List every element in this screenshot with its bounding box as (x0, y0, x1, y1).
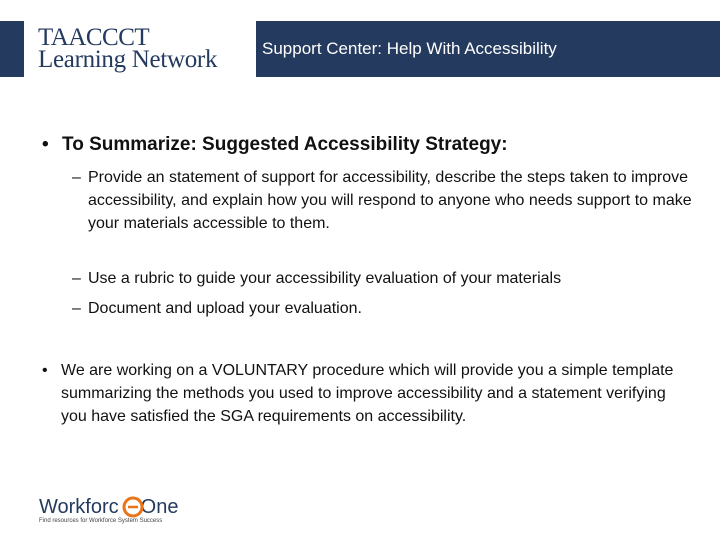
footer-brand-part1: Workforc (39, 496, 119, 518)
dash-icon: – (72, 270, 81, 287)
footer-tagline: Find resources for Workforce System Success (39, 518, 163, 524)
footer-brand-part2: One (140, 496, 179, 518)
page-title: Support Center: Help With Accessibility (262, 39, 557, 58)
footer-brand (39, 496, 178, 518)
workforce-e-icon (122, 496, 144, 518)
dash-icon: – (72, 169, 81, 186)
dash-icon: – (72, 300, 81, 317)
logo-line-2: Learning Network (38, 46, 218, 73)
sub-item-text: Provide an statement of support for accessibility, describe the steps taken to improve accessibility, and explain how you will respond to anyone who needs support to make your materials accessible to them. (88, 169, 692, 232)
bullet-dot-icon: • (42, 362, 48, 379)
bullet-dot-icon: • (42, 134, 49, 155)
sub-item-text: Document and upload your evaluation. (88, 300, 362, 317)
sub-item-text: Use a rubric to guide your accessibility evaluation of your materials (88, 270, 562, 287)
second-bullet-text: We are working on a VOLUNTARY procedure which will provide you a simple template summarizing the methods you used to improve accessibility and a statement verifying you have satisfied the SGA requirements on accessibility. (61, 362, 674, 425)
main-bullet-text: To Summarize: Suggested Accessibility Strategy: (62, 134, 508, 155)
logo-line-1: TAACCCT (38, 24, 150, 51)
header-left-strip (0, 21, 24, 77)
